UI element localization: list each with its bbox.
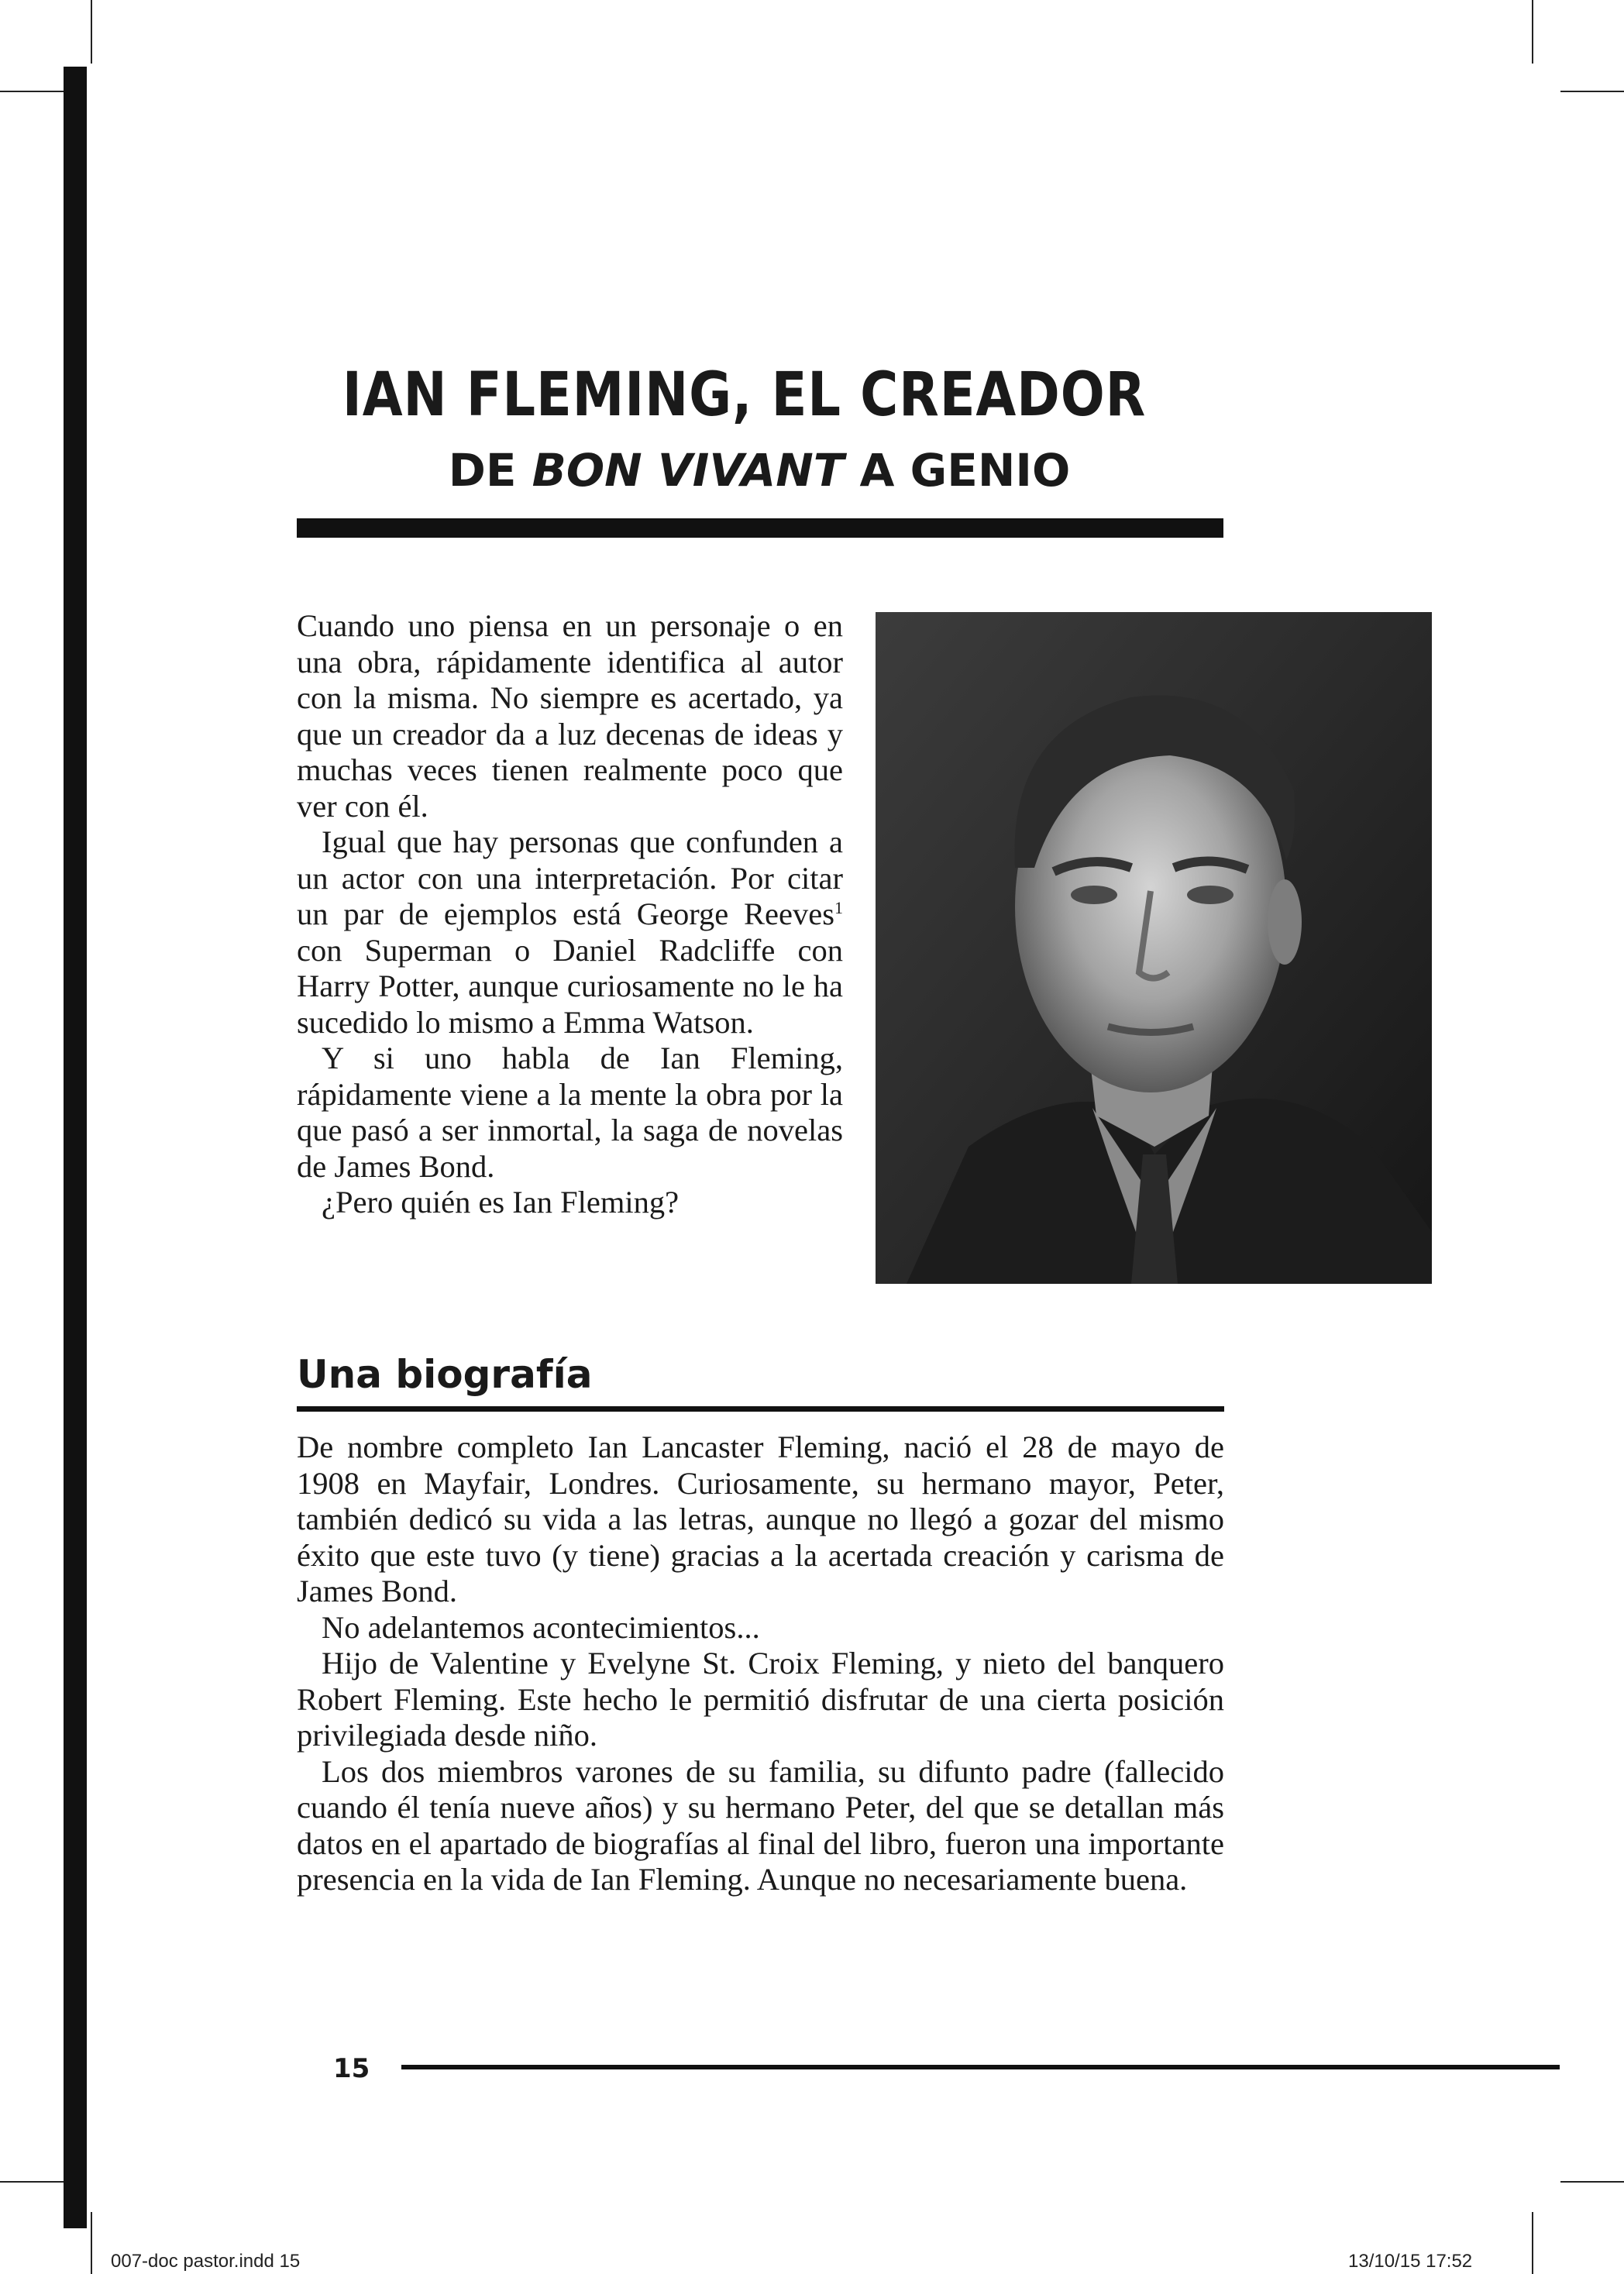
bio-paragraph: No adelantemos acontecimientos... bbox=[322, 1609, 760, 1645]
print-slug-date: 13/10/15 17:52 bbox=[1348, 2251, 1473, 2272]
page-spine-bar bbox=[64, 67, 87, 2228]
footnote-marker[interactable]: 1 bbox=[834, 898, 843, 917]
print-slug-file: 007-doc pastor.indd 15 bbox=[111, 2251, 301, 2272]
title-rule bbox=[297, 518, 1223, 538]
crop-mark bbox=[91, 0, 92, 64]
section-heading: Una biografía bbox=[297, 1352, 593, 1397]
intro-paragraph: Cuando uno piensa en un personaje o en una obra, rápidamente identifica al autor con la misma. No siempre es acertado, ya que un creador da a luz decenas de ideas y muchas veces tienen realmente poco que ver con él. bbox=[297, 608, 843, 824]
intro-text bbox=[297, 608, 843, 1221]
intro-paragraph: Y si uno habla de Ian Fleming, rápidamente viene a la mente la obra por la que pasó a ser inmortal, la saga de novelas de James Bond. bbox=[297, 1041, 843, 1184]
section-rule bbox=[297, 1406, 1224, 1412]
footer-rule bbox=[401, 2065, 1560, 2069]
bio-paragraph: De nombre completo Ian Lancaster Fleming, nació el 28 de mayo de 1908 en Mayfair, Londres. Curiosamente, su hermano mayor, Peter, también dedicó su vida a las letras, aunque no llegó a gozar del mismo éxito que este tuvo (y tiene) gracias a la acertada creación y carisma de James Bond. bbox=[297, 1429, 1224, 1608]
bio-paragraph: Hijo de Valentine y Evelyne St. Croix Fleming, y nieto del banquero Robert Fleming. Este hecho le permitió disfrutar de una cierta posición privilegiada desde niño. bbox=[297, 1646, 1224, 1753]
intro-text-part: Igual que hay personas que confunden a un actor con una interpretación. Por citar un par de ejemplos está George Reeves bbox=[297, 824, 843, 931]
crop-mark bbox=[0, 2181, 64, 2183]
portrait-illustration bbox=[876, 612, 1432, 1284]
page-number: 15 bbox=[333, 2053, 370, 2084]
crop-mark bbox=[1532, 0, 1533, 64]
biography-text bbox=[297, 1429, 1224, 1898]
bio-paragraph: Los dos miembros varones de su familia, su difunto padre (fallecido cuando él tenía nueve años) y su hermano Peter, del que se detallan más datos en el apartado de biografías al final del libro, fueron una importante presencia en la vida de Ian Fleming. Aunque no necesariamente buena. bbox=[297, 1753, 1224, 1897]
crop-mark bbox=[1560, 91, 1624, 92]
subtitle-prefix: DE bbox=[448, 444, 532, 497]
intro-paragraph: ¿Pero quién es Ian Fleming? bbox=[322, 1185, 680, 1220]
crop-mark bbox=[1532, 2212, 1533, 2274]
chapter-title: IAN FLEMING, EL CREADOR bbox=[342, 360, 1147, 430]
chapter-subtitle bbox=[294, 444, 1224, 497]
crop-mark bbox=[0, 91, 64, 92]
subtitle-italic: BON VIVANT bbox=[532, 444, 845, 497]
intro-paragraph bbox=[297, 824, 843, 1041]
intro-text-part: con Superman o Daniel Radcliffe con Harry Potter, aunque curiosamente no le ha sucedido lo mismo a Emma Watson. bbox=[297, 932, 843, 1040]
portrait-photo bbox=[876, 612, 1432, 1284]
subtitle-suffix: A GENIO bbox=[844, 444, 1071, 497]
crop-mark bbox=[1560, 2181, 1624, 2183]
crop-mark bbox=[91, 2212, 92, 2274]
